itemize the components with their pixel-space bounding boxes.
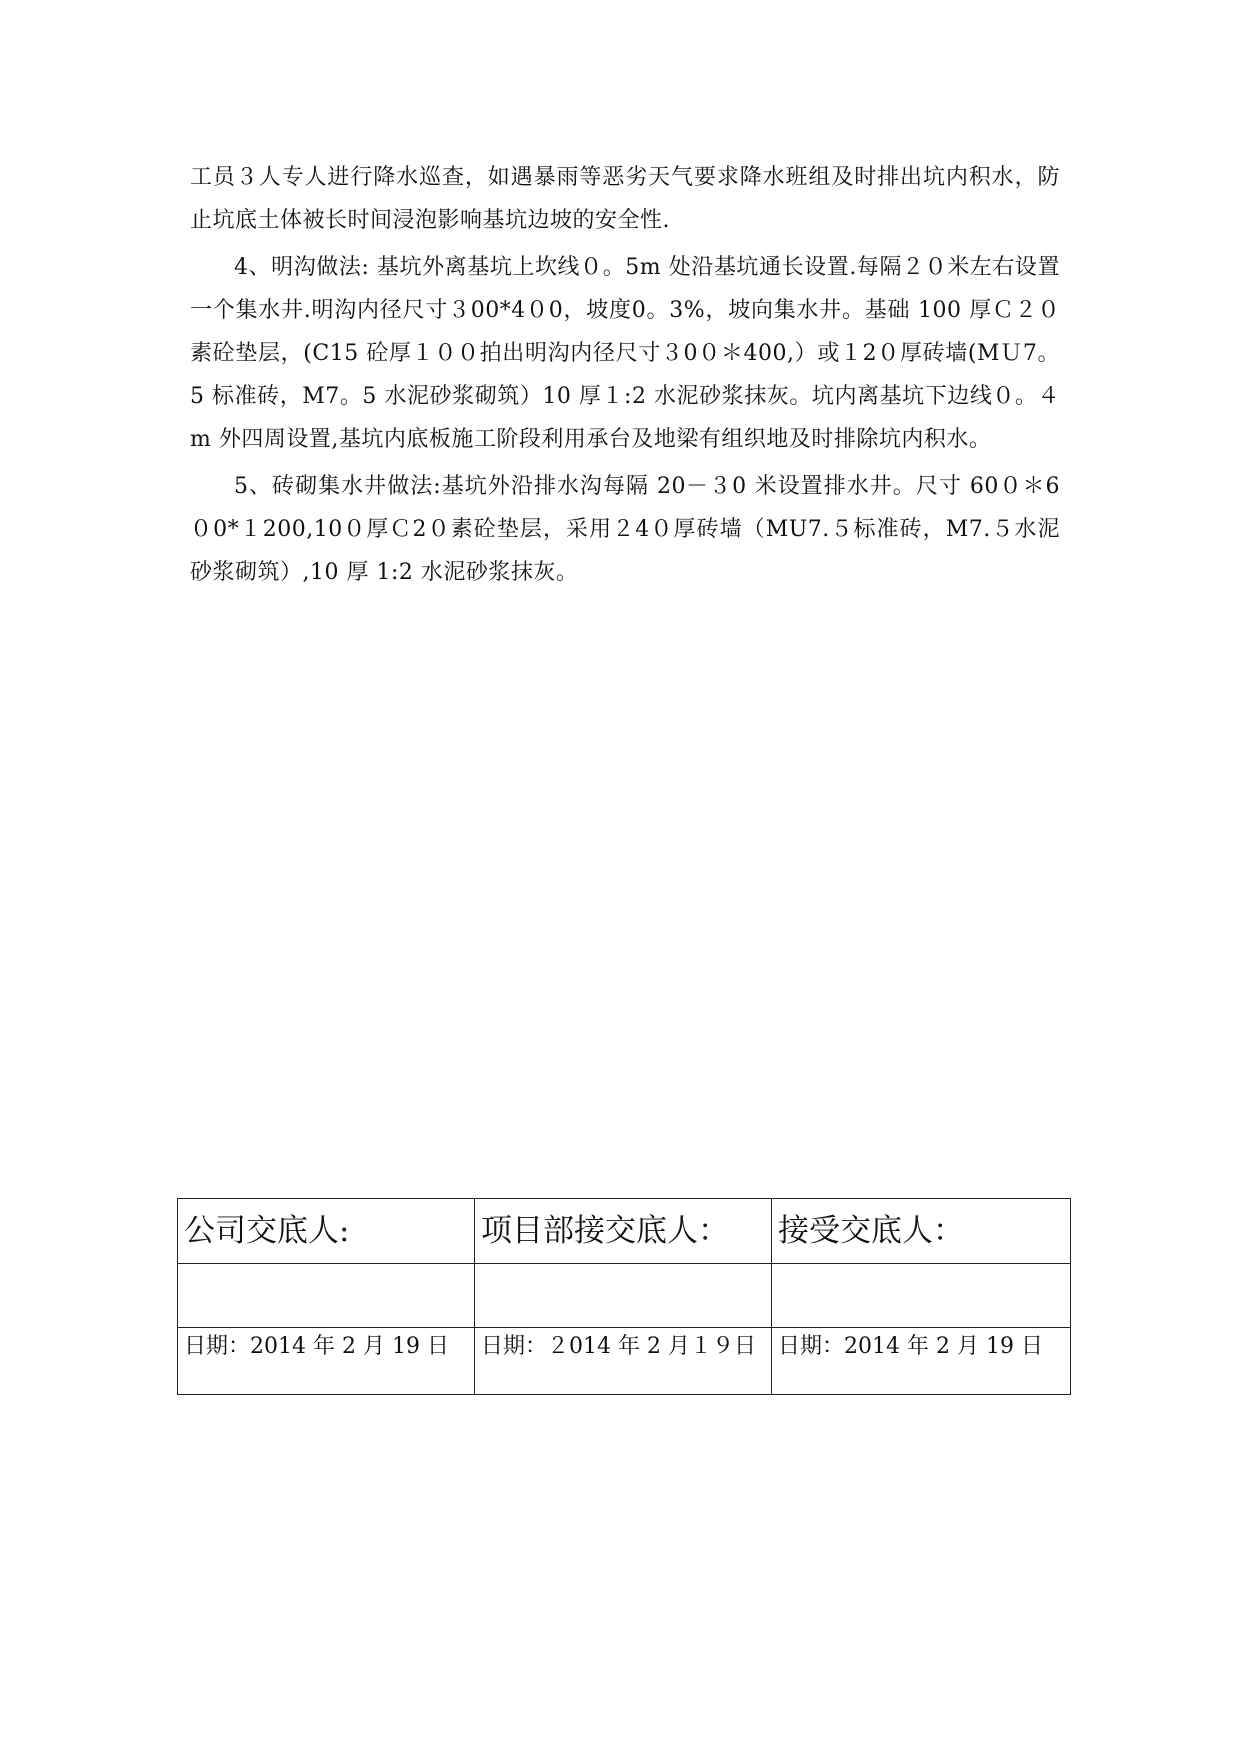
signoff-table: [177, 1198, 1071, 1395]
project-signer-label: 项目部接交底人：: [475, 1199, 772, 1264]
signoff-header-row: [178, 1199, 1071, 1264]
paragraph-drainage-patrol: 工员３人专人进行降水巡查，如遇暴雨等恶劣天气要求降水班组及时排出坑内积水，防止坑底土体被长时间浸泡影响基坑边坡的安全性.: [190, 165, 1060, 233]
paragraph-open-ditch: 4、明沟做法: 基坑外离基坑上坎线０。5m 处沿基坑通长设置.每隔２０米左右设置一个集水井.明沟内径尺寸３00*4０0，坡度0。3%，坡向集水井。基础 100 厚Ｃ２０素砼垫层，(C15 砼厚１００拍出明沟内径尺寸３0０＊400,）或１2０厚砖墙(MＵ7。5 标准砖，M7。5 水泥砂浆砌筑）10 厚１:2 水泥砂浆抹灰。坑内离基坑下边线０。４m 外四周设置,基坑内底板施工阶段利用承台及地梁有组织地及时排除坑内积水。: [190, 255, 1060, 452]
project-signature-cell: [475, 1264, 772, 1328]
date-row: [178, 1328, 1071, 1395]
signature-row: [178, 1264, 1071, 1328]
paragraph-sump-pit: 5、砖砌集水井做法:基坑外沿排水沟每隔 20－３0 米设置排水井。尺寸 60０＊6０0*１200,10０厚Ｃ2０素砼垫层，采用２4０厚砖墙（MU7.５标准砖，M7.５水泥砂浆砌筑）,10 厚 1:2 水泥砂浆抹灰。: [190, 474, 1060, 585]
receiver-signature-cell: [772, 1264, 1071, 1328]
company-date: 日期：2014 年 2 月 19 日: [178, 1328, 475, 1395]
company-signer-label: 公司交底人:: [178, 1199, 475, 1264]
company-signature-cell: [178, 1264, 475, 1328]
document-body: [190, 156, 1060, 598]
project-date: 日期：２014 年 2 月１９日: [475, 1328, 772, 1395]
receiver-signer-label: 接受交底人：: [772, 1199, 1071, 1264]
receiver-date: 日期：2014 年 2 月 19 日: [772, 1328, 1071, 1395]
